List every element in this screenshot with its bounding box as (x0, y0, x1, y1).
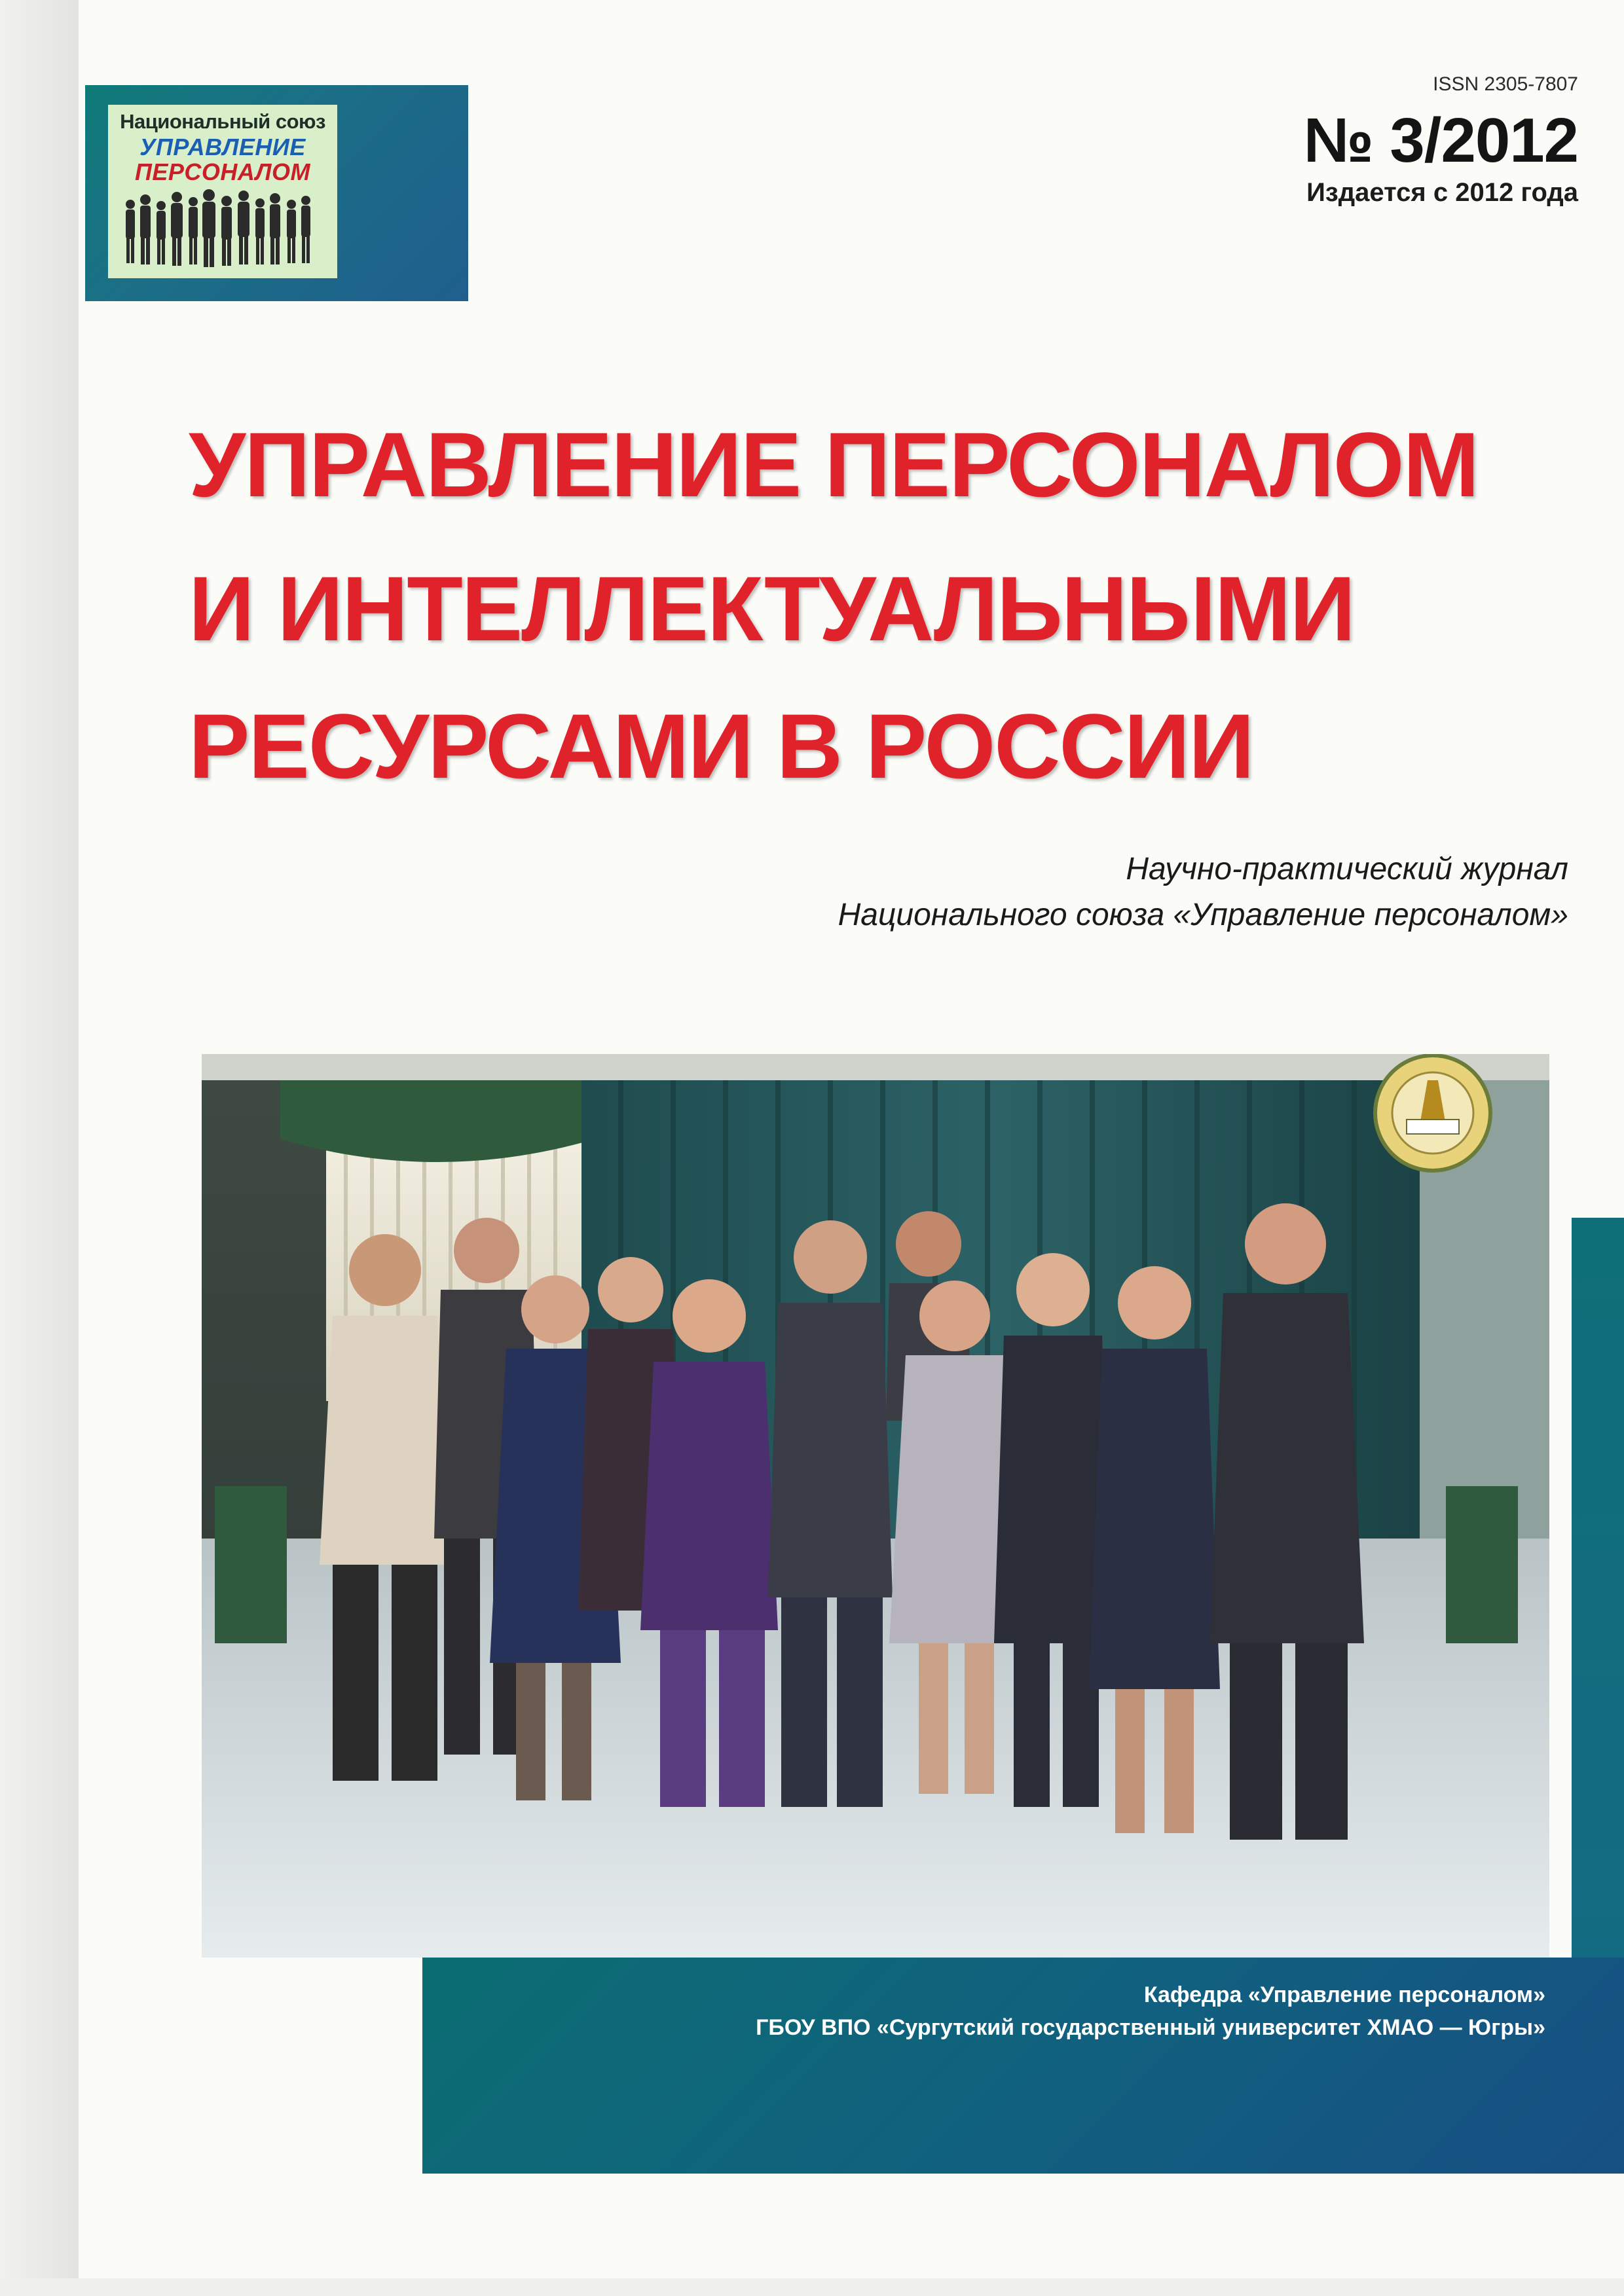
logo-text-personalom: ПЕРСОНАЛОМ (134, 158, 311, 185)
journal-subtitle-line-1: Научно-практический журнал (1126, 852, 1568, 886)
logo-text-upravlenie: УПРАВЛЕНИЕ (139, 134, 306, 160)
photo-caption-line-1: Кафедра «Управление персоналом» (1143, 1982, 1545, 2007)
issue-number: № 3/2012 (1303, 105, 1578, 175)
group-photo (202, 1054, 1549, 1958)
university-seal-icon (1375, 1055, 1490, 1171)
group-photo-illustration (202, 1054, 1549, 1958)
publisher-logo (108, 105, 337, 278)
scan-left-edge (0, 0, 79, 2296)
published-since: Издается с 2012 года (1306, 178, 1578, 207)
journal-subtitle-line-2: Национального союза «Управление персоналом» (838, 898, 1568, 932)
journal-title-line-3: РЕСУРСАМИ В РОССИИ (189, 695, 1253, 797)
logo-text-union: Национальный союз (120, 110, 325, 133)
journal-title-line-2: И ИНТЕЛЛЕКТУАЛЬНЫМИ (189, 557, 1355, 660)
issn-number: ISSN 2305-7807 (1433, 73, 1578, 95)
scan-bottom-edge (0, 2278, 1624, 2296)
journal-title-line-1: УПРАВЛЕНИЕ ПЕРСОНАЛОМ (189, 413, 1479, 516)
photo-caption-line-2: ГБОУ ВПО «Сургутский государственный университет ХМАО — Югры» (756, 2015, 1545, 2040)
people-silhouettes-icon (120, 187, 325, 272)
